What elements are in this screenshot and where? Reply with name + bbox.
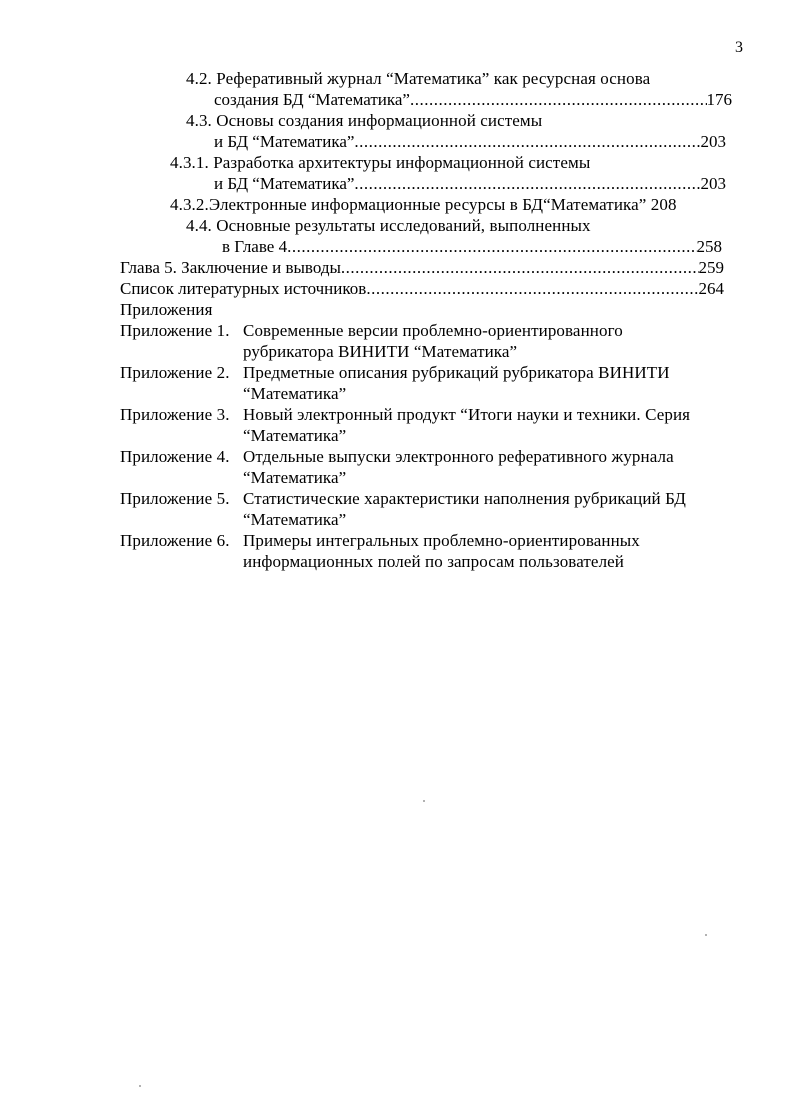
appendix-3-label: Приложение 3. (120, 405, 230, 424)
appendix-6-label: Приложение 6. (120, 531, 230, 550)
appendix-6-title: Примеры интегральных проблемно-ориентированных (243, 531, 640, 550)
appendix-6-title-cont: информационных полей по запросам пользователей (243, 552, 624, 571)
dot-leader (287, 236, 696, 257)
toc-entry-4-2-page: 176 (706, 90, 732, 109)
toc-entry-4-4-title-cont: в Главе 4 (222, 237, 288, 256)
appendix-2-title-cont: “Математика” (243, 384, 347, 403)
dot-leader (366, 278, 698, 299)
appendix-3-title: Новый электронный продукт “Итоги науки и техники. Серия (243, 405, 691, 424)
toc-entry-4-3-1-page: 203 (700, 174, 726, 193)
dot-leader (410, 89, 707, 110)
toc-entry-4-3-dotted (214, 131, 726, 152)
dot-leader (354, 131, 700, 152)
toc-entry-4-4-title: 4.4. Основные результаты исследований, выполненных (186, 216, 591, 235)
toc-entry-4-3-1-title: 4.3.1. Разработка архитектуры информационной системы (170, 153, 591, 172)
appendix-3-title-cont: “Математика” (243, 426, 347, 445)
appendix-4-title-cont: “Математика” (243, 468, 347, 487)
toc-entry-4-3-2: 4.3.2.Электронные информационные ресурсы в БД“Математика” 208 (170, 195, 677, 214)
toc-entry-4-3-title-cont: и БД “Математика” (214, 132, 355, 151)
toc-entry-chapter-5 (120, 257, 724, 278)
dot-leader (341, 257, 699, 278)
toc-entry-references (120, 278, 724, 299)
toc-references-page: 264 (698, 279, 724, 298)
page-number: 3 (735, 39, 743, 56)
toc-entry-4-2-title: 4.2. Реферативный журнал “Математика” как ресурсная основа (186, 69, 651, 88)
toc-chapter-5-page: 259 (698, 258, 724, 277)
appendices-heading: Приложения (120, 300, 213, 319)
toc-chapter-5-title: Глава 5. Заключение и выводы (120, 258, 341, 277)
dot-leader (354, 173, 700, 194)
scan-speck (139, 1085, 141, 1087)
toc-entry-4-3-title: 4.3. Основы создания информационной системы (186, 111, 543, 130)
toc-entry-4-3-page: 203 (700, 132, 726, 151)
appendix-2-label: Приложение 2. (120, 363, 230, 382)
toc-entry-4-2-title-cont: создания БД “Математика” (214, 90, 410, 109)
toc-entry-4-3-1-dotted (214, 173, 726, 194)
appendix-4-label: Приложение 4. (120, 447, 230, 466)
toc-entry-4-3-1-title-cont: и БД “Математика” (214, 174, 355, 193)
appendix-1-title-cont: рубрикатора ВИНИТИ “Математика” (243, 342, 518, 361)
toc-references-title: Список литературных источников (120, 279, 367, 298)
appendix-4-title: Отдельные выпуски электронного реферативного журнала (243, 447, 674, 466)
appendix-2-title: Предметные описания рубрикаций рубрикатора ВИНИТИ (243, 363, 670, 382)
toc-entry-4-4-dotted (222, 236, 722, 257)
appendix-1-title: Современные версии проблемно-ориентированного (243, 321, 623, 340)
toc-entry-4-4-page: 258 (696, 237, 722, 256)
appendix-5-title-cont: “Математика” (243, 510, 347, 529)
appendix-5-label: Приложение 5. (120, 489, 230, 508)
appendix-1-label: Приложение 1. (120, 321, 230, 340)
toc-entry-4-2-dotted (214, 89, 732, 110)
scan-speck (705, 934, 707, 936)
scan-speck (423, 800, 425, 802)
appendix-5-title: Статистические характеристики наполнения рубрикаций БД (243, 489, 687, 508)
